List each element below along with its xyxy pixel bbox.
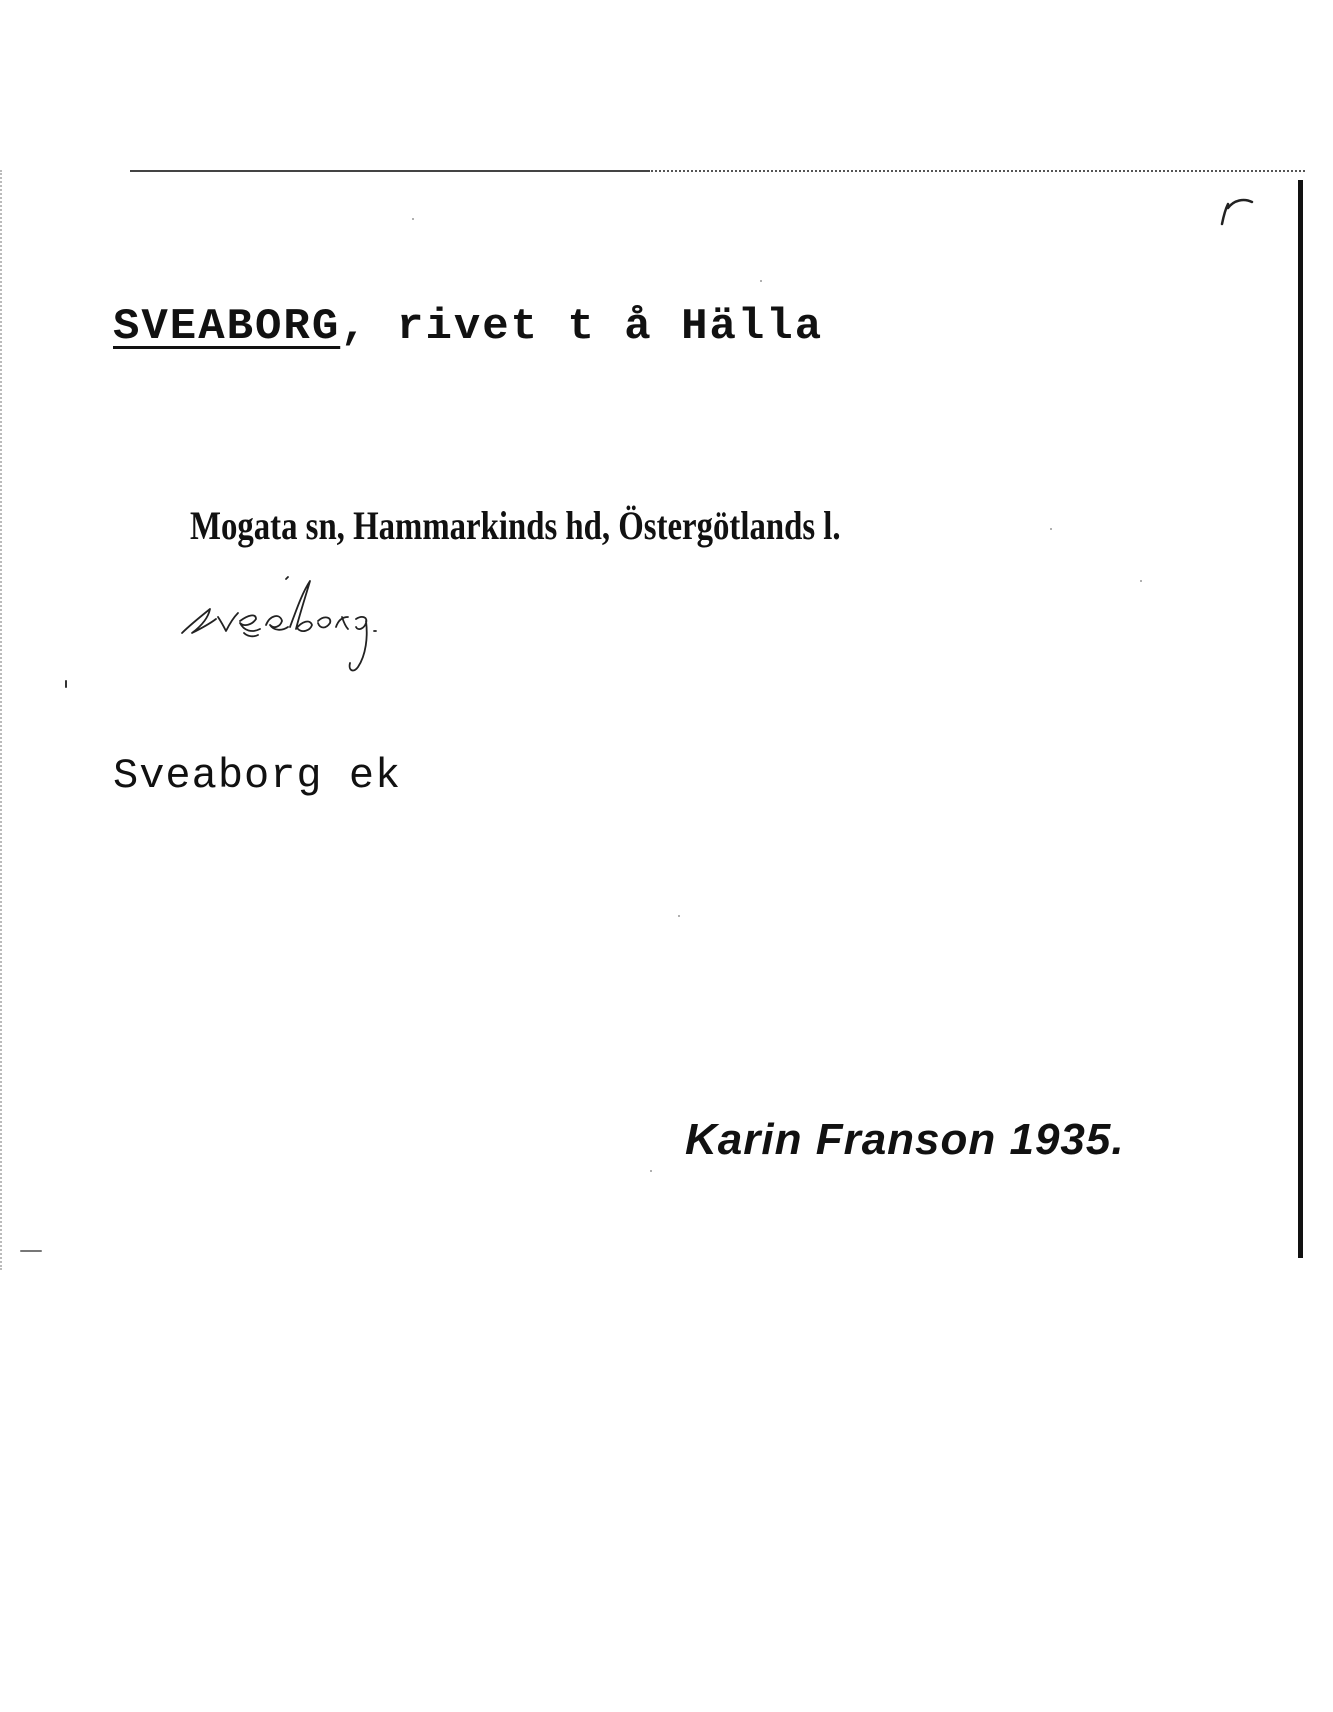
card-heading: [113, 302, 823, 352]
dust-speck: [678, 915, 680, 917]
dust-speck: [20, 1250, 42, 1252]
collector-signature: Karin Franson 1935.: [685, 1115, 1125, 1164]
dust-speck: [1050, 528, 1052, 530]
dust-speck: [760, 280, 762, 282]
location-stamp: Mogata sn, Hammarkinds hd, Östergötlands l.: [190, 503, 841, 548]
species-label: Sveaborg ek: [113, 752, 402, 800]
dust-speck: [650, 1170, 652, 1172]
heading-note: , rivet t å Hälla: [340, 302, 824, 352]
dust-speck: [65, 680, 67, 688]
place-name: SVEABORG: [113, 302, 341, 352]
dust-speck: [1140, 580, 1142, 582]
dust-speck: [412, 218, 414, 220]
card-right-border: [1298, 180, 1303, 1258]
scan-edge-speckle: [0, 170, 10, 1270]
corner-pen-mark: [1216, 196, 1256, 226]
handwritten-name: [178, 575, 458, 685]
card-top-border-solid: [130, 170, 650, 172]
